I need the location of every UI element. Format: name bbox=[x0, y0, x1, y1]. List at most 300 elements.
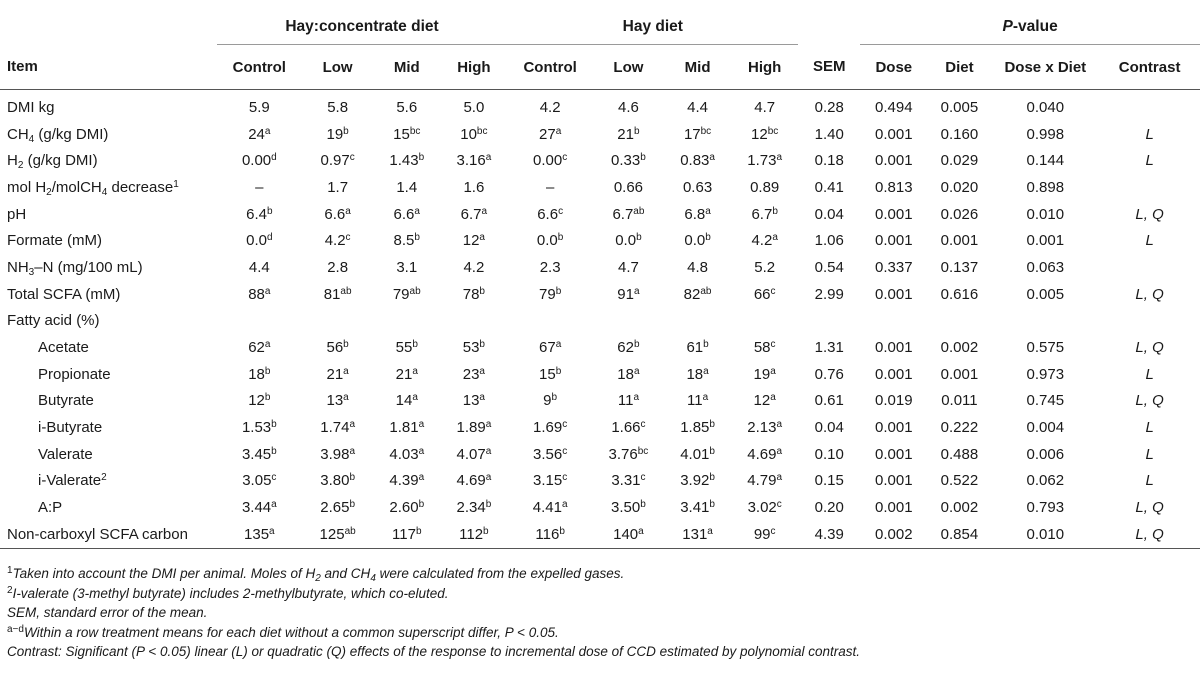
mean-cell: 2.3 bbox=[539, 258, 561, 276]
mean-cell: 2.34$^b$ bbox=[456, 499, 492, 517]
contrast-cell: L bbox=[1145, 472, 1154, 490]
mean-cell: 3.05$^c$ bbox=[242, 472, 277, 490]
mean-cell: 2.60$^b$ bbox=[389, 499, 425, 517]
table-row bbox=[0, 334, 1200, 361]
row-label: DMI kg bbox=[7, 98, 55, 116]
diet-p-cell: 0.160 bbox=[940, 125, 979, 143]
significance-letter: a bbox=[485, 445, 492, 457]
mean-cell: 4.69$^a$ bbox=[747, 445, 783, 463]
diet-p-cell: 0.005 bbox=[940, 98, 979, 116]
mean-cell: 4.79$^a$ bbox=[747, 472, 783, 490]
mean-cell: 5.6 bbox=[396, 98, 418, 116]
mean-cell: 12$^a$ bbox=[462, 232, 485, 250]
sem-cell: 0.18 bbox=[814, 152, 844, 170]
row-label: $H_2$ (g/kg DMI) bbox=[7, 152, 98, 172]
mean-cell: 4.01$^b$ bbox=[680, 445, 715, 463]
mean-cell: 0.33$^b$ bbox=[611, 152, 646, 170]
significance-letter: a bbox=[269, 525, 275, 537]
significance-letter: b bbox=[709, 419, 715, 431]
mean-cell: 135$^a$ bbox=[217, 521, 302, 548]
significance-letter: b bbox=[264, 392, 271, 404]
group-hay-diet: Hay diet bbox=[507, 10, 798, 45]
significance-letter: b bbox=[703, 339, 709, 351]
column-header: SEM bbox=[798, 45, 860, 90]
significance-letter: b bbox=[414, 232, 420, 244]
contrast-cell bbox=[1099, 174, 1200, 201]
table-row bbox=[0, 174, 1200, 201]
significance-letter: b bbox=[555, 365, 562, 377]
sem-cell: 0.04 bbox=[814, 419, 844, 437]
dose-p-cell: 0.001 bbox=[875, 419, 913, 437]
table-row bbox=[0, 147, 1200, 174]
column-header: Diet bbox=[927, 45, 991, 90]
mean-cell: 1.6 bbox=[463, 178, 485, 196]
mean-cell: 78$^b$ bbox=[462, 285, 485, 303]
diet-p-cell: 0.616 bbox=[940, 285, 979, 303]
significance-letter: a bbox=[418, 472, 425, 484]
significance-letter: b bbox=[349, 472, 355, 484]
mean-cell: 12$^b$ bbox=[248, 392, 271, 410]
significance-letter: c bbox=[562, 419, 568, 431]
table-row bbox=[0, 90, 1200, 121]
row-label: Formate (mM) bbox=[7, 232, 102, 250]
dose-p-cell: 0.813 bbox=[875, 178, 913, 196]
contrast-cell: L bbox=[1145, 365, 1154, 383]
diet-p-cell: 0.522 bbox=[940, 472, 979, 490]
significance-letter: a bbox=[271, 499, 277, 511]
interaction-p-cell: 0.004 bbox=[1026, 419, 1065, 437]
mean-cell: $82^{ab}$ bbox=[683, 285, 712, 303]
sem-cell: 0.15 bbox=[814, 472, 844, 490]
p-value-italic: P bbox=[1002, 18, 1013, 35]
significance-letter: a bbox=[638, 525, 644, 537]
group-p-value bbox=[860, 10, 1200, 45]
interaction-p-cell: 0.006 bbox=[1026, 445, 1065, 463]
mean-cell: 4.2$^c$ bbox=[324, 232, 351, 250]
mean-cell: 4.69$^a$ bbox=[456, 472, 492, 490]
mean-cell: 4.4 bbox=[248, 258, 270, 276]
table-row bbox=[0, 121, 1200, 148]
section-row bbox=[0, 308, 1200, 335]
diet-p-cell: 0.002 bbox=[940, 499, 979, 517]
significance-letter: a bbox=[481, 205, 488, 217]
significance-letter: a bbox=[343, 365, 349, 377]
column-header: Mid bbox=[664, 45, 731, 90]
mean-cell: $10^{bc}$ bbox=[460, 125, 488, 143]
significance-letter: b bbox=[412, 339, 418, 351]
table-row bbox=[0, 281, 1200, 308]
mean-cell: 4.03$^a$ bbox=[389, 445, 425, 463]
interaction-p-cell: 0.575 bbox=[1026, 339, 1065, 357]
mean-cell: 11$^a$ bbox=[617, 392, 639, 410]
significance-letter: a bbox=[479, 392, 485, 404]
mean-cell: 2.65$^b$ bbox=[320, 499, 355, 517]
mean-cell: 1.89$^a$ bbox=[456, 419, 492, 437]
significance-letter: c bbox=[770, 339, 776, 351]
mean-cell: 6.6$^c$ bbox=[537, 205, 564, 223]
significance-letter: b bbox=[557, 232, 564, 244]
table-row bbox=[0, 468, 1200, 495]
interaction-p-cell: 0.898 bbox=[1026, 178, 1065, 196]
mean-cell: 4.8 bbox=[687, 258, 708, 276]
mean-cell: 18$^b$ bbox=[248, 365, 271, 383]
mean-cell: 1.53$^b$ bbox=[241, 419, 277, 437]
significance-letter: b bbox=[264, 365, 271, 377]
mean-cell: 6.7$^{ab}$ bbox=[612, 205, 645, 223]
dose-p-cell: 0.001 bbox=[875, 125, 913, 143]
diet-p-cell: 0.488 bbox=[940, 445, 979, 463]
sem-cell: 4.39 bbox=[798, 521, 860, 548]
sem-cell: 1.31 bbox=[814, 339, 844, 357]
mean-cell: 117$^b$ bbox=[373, 521, 440, 548]
mean-cell: 0.97$^c$ bbox=[320, 152, 355, 170]
interaction-p-cell: 0.040 bbox=[1026, 98, 1065, 116]
significance-letter: b bbox=[415, 525, 422, 537]
significance-letter: a bbox=[709, 152, 715, 164]
table-row bbox=[0, 388, 1200, 415]
mean-cell: 58$^c$ bbox=[753, 339, 776, 357]
row-label: $CH_4$ (g/kg DMI) bbox=[7, 125, 109, 145]
significance-letter: c bbox=[770, 285, 776, 297]
mean-cell: 79$^b$ bbox=[539, 285, 562, 303]
significance-letter: b bbox=[636, 232, 642, 244]
sem-cell: 0.61 bbox=[814, 392, 844, 410]
significance-letter: a bbox=[479, 365, 485, 377]
contrast-cell bbox=[1099, 254, 1200, 281]
mean-cell: 5.9 bbox=[248, 98, 270, 116]
diet-p-cell: 0.001 bbox=[940, 365, 979, 383]
significance-letter: b bbox=[705, 232, 711, 244]
mean-cell: 131$^a$ bbox=[664, 521, 731, 548]
table-body bbox=[0, 90, 1200, 549]
significance-letter: a bbox=[418, 445, 425, 457]
row-label: i-Butyrate bbox=[38, 419, 103, 437]
interaction-p-cell: 0.001 bbox=[1026, 232, 1065, 250]
diet-p-cell: 0.029 bbox=[940, 152, 979, 170]
mean-cell: 3.16$^a$ bbox=[456, 152, 492, 170]
diet-p-cell: 0.001 bbox=[940, 232, 979, 250]
significance-letter: a bbox=[776, 445, 783, 457]
sem-cell: 0.76 bbox=[814, 365, 844, 383]
dose-p-cell: 0.019 bbox=[875, 392, 913, 410]
mean-cell: 3.02$^c$ bbox=[747, 499, 782, 517]
mean-cell: 0.83$^a$ bbox=[680, 152, 715, 170]
footnote: $^1$Taken into account the DMI per animal. Moles of $H_2$ and $CH_4$ were calculated from the expelled gases. bbox=[7, 565, 625, 584]
significance-letter: b bbox=[633, 125, 640, 137]
sem-cell: 1.06 bbox=[814, 232, 844, 250]
sem-cell: 0.41 bbox=[814, 178, 844, 196]
mean-cell: 4.39$^a$ bbox=[389, 472, 425, 490]
significance-letter: c bbox=[345, 232, 351, 244]
mean-cell: 3.98$^a$ bbox=[320, 445, 355, 463]
mean-cell: 23$^a$ bbox=[462, 365, 485, 383]
interaction-p-cell: 0.063 bbox=[1026, 258, 1065, 276]
mean-cell: 1.66$^c$ bbox=[611, 419, 646, 437]
significance-letter: a bbox=[418, 419, 425, 431]
significance-letter: a bbox=[776, 419, 783, 431]
mean-cell: 15$^b$ bbox=[539, 365, 562, 383]
dose-p-cell: 0.001 bbox=[875, 499, 913, 517]
mean-cell: 112$^b$ bbox=[440, 521, 507, 548]
contrast-cell: L bbox=[1145, 419, 1154, 437]
mean-cell: $79^{ab}$ bbox=[392, 285, 421, 303]
significance-letter: b bbox=[709, 445, 715, 457]
mean-cell: 3.56$^c$ bbox=[533, 445, 568, 463]
significance-letter: ab bbox=[700, 285, 712, 297]
mean-cell: $12^{bc}$ bbox=[751, 125, 779, 143]
significance-letter: a bbox=[776, 472, 783, 484]
column-header: Mid bbox=[373, 45, 440, 90]
mean-cell: 12$^a$ bbox=[753, 392, 776, 410]
mean-cell: 3.80$^b$ bbox=[320, 472, 355, 490]
row-label: Valerate bbox=[38, 445, 93, 463]
row-label: pH bbox=[7, 205, 27, 223]
interaction-p-cell: 0.010 bbox=[991, 521, 1099, 548]
mean-cell: 6.8$^a$ bbox=[684, 205, 711, 223]
row-label: Non-carboxyl SCFA carbon bbox=[0, 521, 217, 548]
significance-letter: a bbox=[264, 285, 271, 297]
mean-cell: 3.45$^b$ bbox=[241, 445, 277, 463]
mean-cell: 6.7$^a$ bbox=[460, 205, 488, 223]
mean-cell: – bbox=[545, 178, 555, 196]
mean-cell: 3.76$^{bc}$ bbox=[608, 445, 649, 463]
contrast-cell: L, Q bbox=[1135, 285, 1164, 303]
table-row bbox=[0, 361, 1200, 388]
sem-cell: 1.40 bbox=[814, 125, 844, 143]
significance-letter: a bbox=[772, 232, 778, 244]
dose-p-cell: 0.001 bbox=[875, 285, 913, 303]
significance-letter: b bbox=[633, 339, 640, 351]
row-label: mol $H_2/molCH_4$ decrease$^1$ bbox=[7, 178, 179, 198]
table-row bbox=[0, 227, 1200, 254]
contrast-cell: L bbox=[1145, 232, 1154, 250]
mean-cell: 5.8 bbox=[327, 98, 349, 116]
contrast-cell: L, Q bbox=[1099, 521, 1200, 548]
mean-cell: 1.81$^a$ bbox=[389, 419, 425, 437]
interaction-p-cell: 0.144 bbox=[1026, 152, 1065, 170]
mean-cell: 5.0 bbox=[463, 98, 485, 116]
significance-letter: b bbox=[271, 419, 277, 431]
significance-letter: a bbox=[349, 419, 355, 431]
significance-letter: c bbox=[640, 419, 646, 431]
significance-letter: c bbox=[640, 472, 646, 484]
mean-cell: 0.63 bbox=[682, 178, 713, 196]
mean-cell: 4.07$^a$ bbox=[456, 445, 492, 463]
diet-p-cell: 0.854 bbox=[927, 521, 991, 548]
mean-cell: 3.50$^b$ bbox=[611, 499, 646, 517]
mean-cell: 21$^a$ bbox=[326, 365, 349, 383]
significance-letter: a bbox=[770, 365, 776, 377]
footnote: $^{a-d}$Within a row treatment means for each diet without a common superscript differ, P < 0.05. bbox=[7, 623, 559, 640]
dose-p-cell: 0.001 bbox=[875, 445, 913, 463]
column-header: High bbox=[731, 45, 798, 90]
mean-cell: 0.00$^d$ bbox=[241, 152, 277, 170]
significance-letter: a bbox=[264, 339, 271, 351]
significance-letter: a bbox=[770, 392, 776, 404]
mean-cell: 140$^a$ bbox=[593, 521, 664, 548]
mean-cell: 11$^a$ bbox=[687, 392, 709, 410]
dose-p-cell: 0.001 bbox=[875, 472, 913, 490]
row-label: Total SCFA (mM) bbox=[7, 285, 121, 303]
mean-cell: 4.7 bbox=[618, 258, 639, 276]
mean-cell: 1.43$^b$ bbox=[389, 152, 425, 170]
group-hay-concentrate: Hay:concentrate diet bbox=[217, 10, 508, 45]
p-value-suffix: -value bbox=[1012, 18, 1058, 35]
mean-cell: $17^{bc}$ bbox=[683, 125, 712, 143]
column-header: High bbox=[440, 45, 507, 90]
diet-p-cell: 0.011 bbox=[941, 392, 978, 410]
contrast-cell: L, Q bbox=[1135, 339, 1164, 357]
contrast-cell: L bbox=[1145, 125, 1154, 143]
significance-letter: a bbox=[412, 392, 418, 404]
sem-cell: 0.54 bbox=[814, 258, 844, 276]
footnotes bbox=[7, 564, 860, 662]
table-row bbox=[0, 254, 1200, 281]
significance-letter: b bbox=[559, 525, 565, 537]
mean-cell: – bbox=[255, 178, 264, 196]
mean-cell: 66$^c$ bbox=[753, 285, 776, 303]
significance-letter: a bbox=[414, 205, 420, 217]
mean-cell: 62$^a$ bbox=[248, 339, 271, 357]
mean-cell: 56$^b$ bbox=[326, 339, 349, 357]
significance-letter: a bbox=[412, 365, 418, 377]
interaction-p-cell: 0.062 bbox=[1026, 472, 1065, 490]
column-header: Control bbox=[507, 45, 592, 90]
mean-cell: 3.15$^c$ bbox=[533, 472, 568, 490]
dose-p-cell: 0.337 bbox=[875, 258, 913, 276]
significance-letter: c bbox=[562, 445, 568, 457]
mean-cell: 13$^a$ bbox=[462, 392, 485, 410]
dose-p-cell: 0.001 bbox=[875, 232, 913, 250]
contrast-cell: L bbox=[1145, 445, 1154, 463]
column-header: Low bbox=[302, 45, 373, 90]
mean-cell: 4.41$^a$ bbox=[532, 499, 568, 517]
column-header: Dose bbox=[860, 45, 927, 90]
interaction-p-cell: 0.793 bbox=[1026, 499, 1065, 517]
significance-letter: bc bbox=[637, 445, 649, 457]
significance-letter: b bbox=[479, 285, 485, 297]
mean-cell: 14$^a$ bbox=[395, 392, 418, 410]
significance-letter: c bbox=[562, 152, 568, 164]
mean-cell: 55$^b$ bbox=[395, 339, 418, 357]
mean-cell: 18$^a$ bbox=[617, 365, 640, 383]
mean-cell: 4.2 bbox=[539, 98, 561, 116]
mean-cell: 19$^a$ bbox=[753, 365, 776, 383]
significance-letter: b bbox=[555, 285, 562, 297]
results-table bbox=[0, 10, 1200, 549]
dose-p-cell: 0.002 bbox=[860, 521, 927, 548]
mean-cell: 4.2 bbox=[463, 258, 485, 276]
significance-letter: a bbox=[633, 285, 640, 297]
interaction-p-cell: 0.010 bbox=[1026, 205, 1065, 223]
mean-cell: 9$^b$ bbox=[543, 392, 558, 410]
significance-letter: b bbox=[709, 499, 715, 511]
mean-cell: 6.7$^b$ bbox=[751, 205, 778, 223]
significance-letter: a bbox=[633, 365, 640, 377]
significance-letter: a bbox=[343, 392, 349, 404]
mean-cell: 19$^b$ bbox=[326, 125, 349, 143]
significance-letter: bc bbox=[767, 125, 779, 137]
significance-letter: b bbox=[343, 125, 349, 137]
significance-letter: a bbox=[776, 152, 783, 164]
mean-cell: 0.0$^b$ bbox=[684, 232, 711, 250]
mean-cell: 6.6$^a$ bbox=[393, 205, 420, 223]
row-label: Fatty acid (%) bbox=[7, 312, 100, 330]
footnote: $^2$I-valerate (3-methyl butyrate) includes 2-methylbutyrate, which co-eluted. bbox=[7, 584, 449, 601]
column-header: Contrast bbox=[1099, 45, 1200, 90]
mean-cell: 0.0$^b$ bbox=[615, 232, 642, 250]
column-header: Dose x Diet bbox=[991, 45, 1099, 90]
sem-cell: 0.20 bbox=[814, 499, 844, 517]
interaction-p-cell: 0.973 bbox=[1026, 365, 1065, 383]
contrast-cell: L, Q bbox=[1135, 499, 1164, 517]
mean-cell: 0.89 bbox=[750, 178, 780, 196]
sem-cell: 0.28 bbox=[814, 98, 844, 116]
table-row bbox=[0, 414, 1200, 441]
contrast-cell bbox=[1099, 90, 1200, 121]
table-row bbox=[0, 494, 1200, 521]
row-label: A:P bbox=[38, 499, 63, 517]
mean-cell: 24$^a$ bbox=[248, 125, 271, 143]
significance-letter: ab bbox=[409, 285, 421, 297]
sem-cell: 2.99 bbox=[814, 285, 844, 303]
mean-cell: 6.4$^b$ bbox=[246, 205, 273, 223]
significance-letter: b bbox=[343, 339, 349, 351]
mean-cell: 116$^b$ bbox=[507, 521, 592, 548]
mean-cell: 5.2 bbox=[754, 258, 776, 276]
diet-p-cell: 0.222 bbox=[940, 419, 979, 437]
dose-p-cell: 0.001 bbox=[875, 205, 913, 223]
mean-cell: 3.44$^a$ bbox=[241, 499, 277, 517]
mean-cell: 0.0$^b$ bbox=[536, 232, 564, 250]
mean-cell: 99$^c$ bbox=[731, 521, 798, 548]
table-row bbox=[0, 201, 1200, 228]
significance-letter: c bbox=[349, 152, 355, 164]
mean-cell: 4.2$^a$ bbox=[751, 232, 778, 250]
mean-cell: 18$^a$ bbox=[686, 365, 709, 383]
significance-letter: a bbox=[264, 125, 271, 137]
mean-cell: 1.7 bbox=[327, 178, 349, 196]
interaction-p-cell: 0.745 bbox=[1026, 392, 1065, 410]
significance-letter: a bbox=[345, 205, 351, 217]
table-row bbox=[0, 521, 1200, 548]
significance-letter: a bbox=[555, 125, 562, 137]
mean-cell: 3.41$^b$ bbox=[680, 499, 715, 517]
diet-p-cell: 0.137 bbox=[940, 258, 979, 276]
significance-letter: b bbox=[709, 472, 715, 484]
diet-p-cell: 0.020 bbox=[940, 178, 979, 196]
contrast-cell: L, Q bbox=[1135, 392, 1164, 410]
column-header: Low bbox=[593, 45, 664, 90]
significance-letter: b bbox=[772, 205, 778, 217]
footnote: Contrast: Significant (P < 0.05) linear (L) or quadratic (Q) effects of the response to incremental dose of CCD estimated by polynomial contrast. bbox=[7, 644, 861, 659]
diet-p-cell: 0.002 bbox=[940, 339, 979, 357]
mean-cell: 4.6 bbox=[618, 98, 639, 116]
significance-letter: b bbox=[640, 152, 646, 164]
mean-cell: 53$^b$ bbox=[462, 339, 485, 357]
significance-letter: a bbox=[703, 365, 709, 377]
mean-cell: 21$^b$ bbox=[617, 125, 640, 143]
mean-cell: $81^{ab}$ bbox=[323, 285, 352, 303]
mean-cell: 88$^a$ bbox=[248, 285, 271, 303]
significance-letter: c bbox=[776, 499, 782, 511]
contrast-cell: L, Q bbox=[1135, 205, 1164, 223]
mean-cell: 0.66 bbox=[613, 178, 644, 196]
group-header-row bbox=[0, 10, 1200, 45]
mean-cell: 91$^a$ bbox=[617, 285, 640, 303]
mean-cell: 62$^b$ bbox=[617, 339, 640, 357]
significance-letter: d bbox=[266, 232, 273, 244]
